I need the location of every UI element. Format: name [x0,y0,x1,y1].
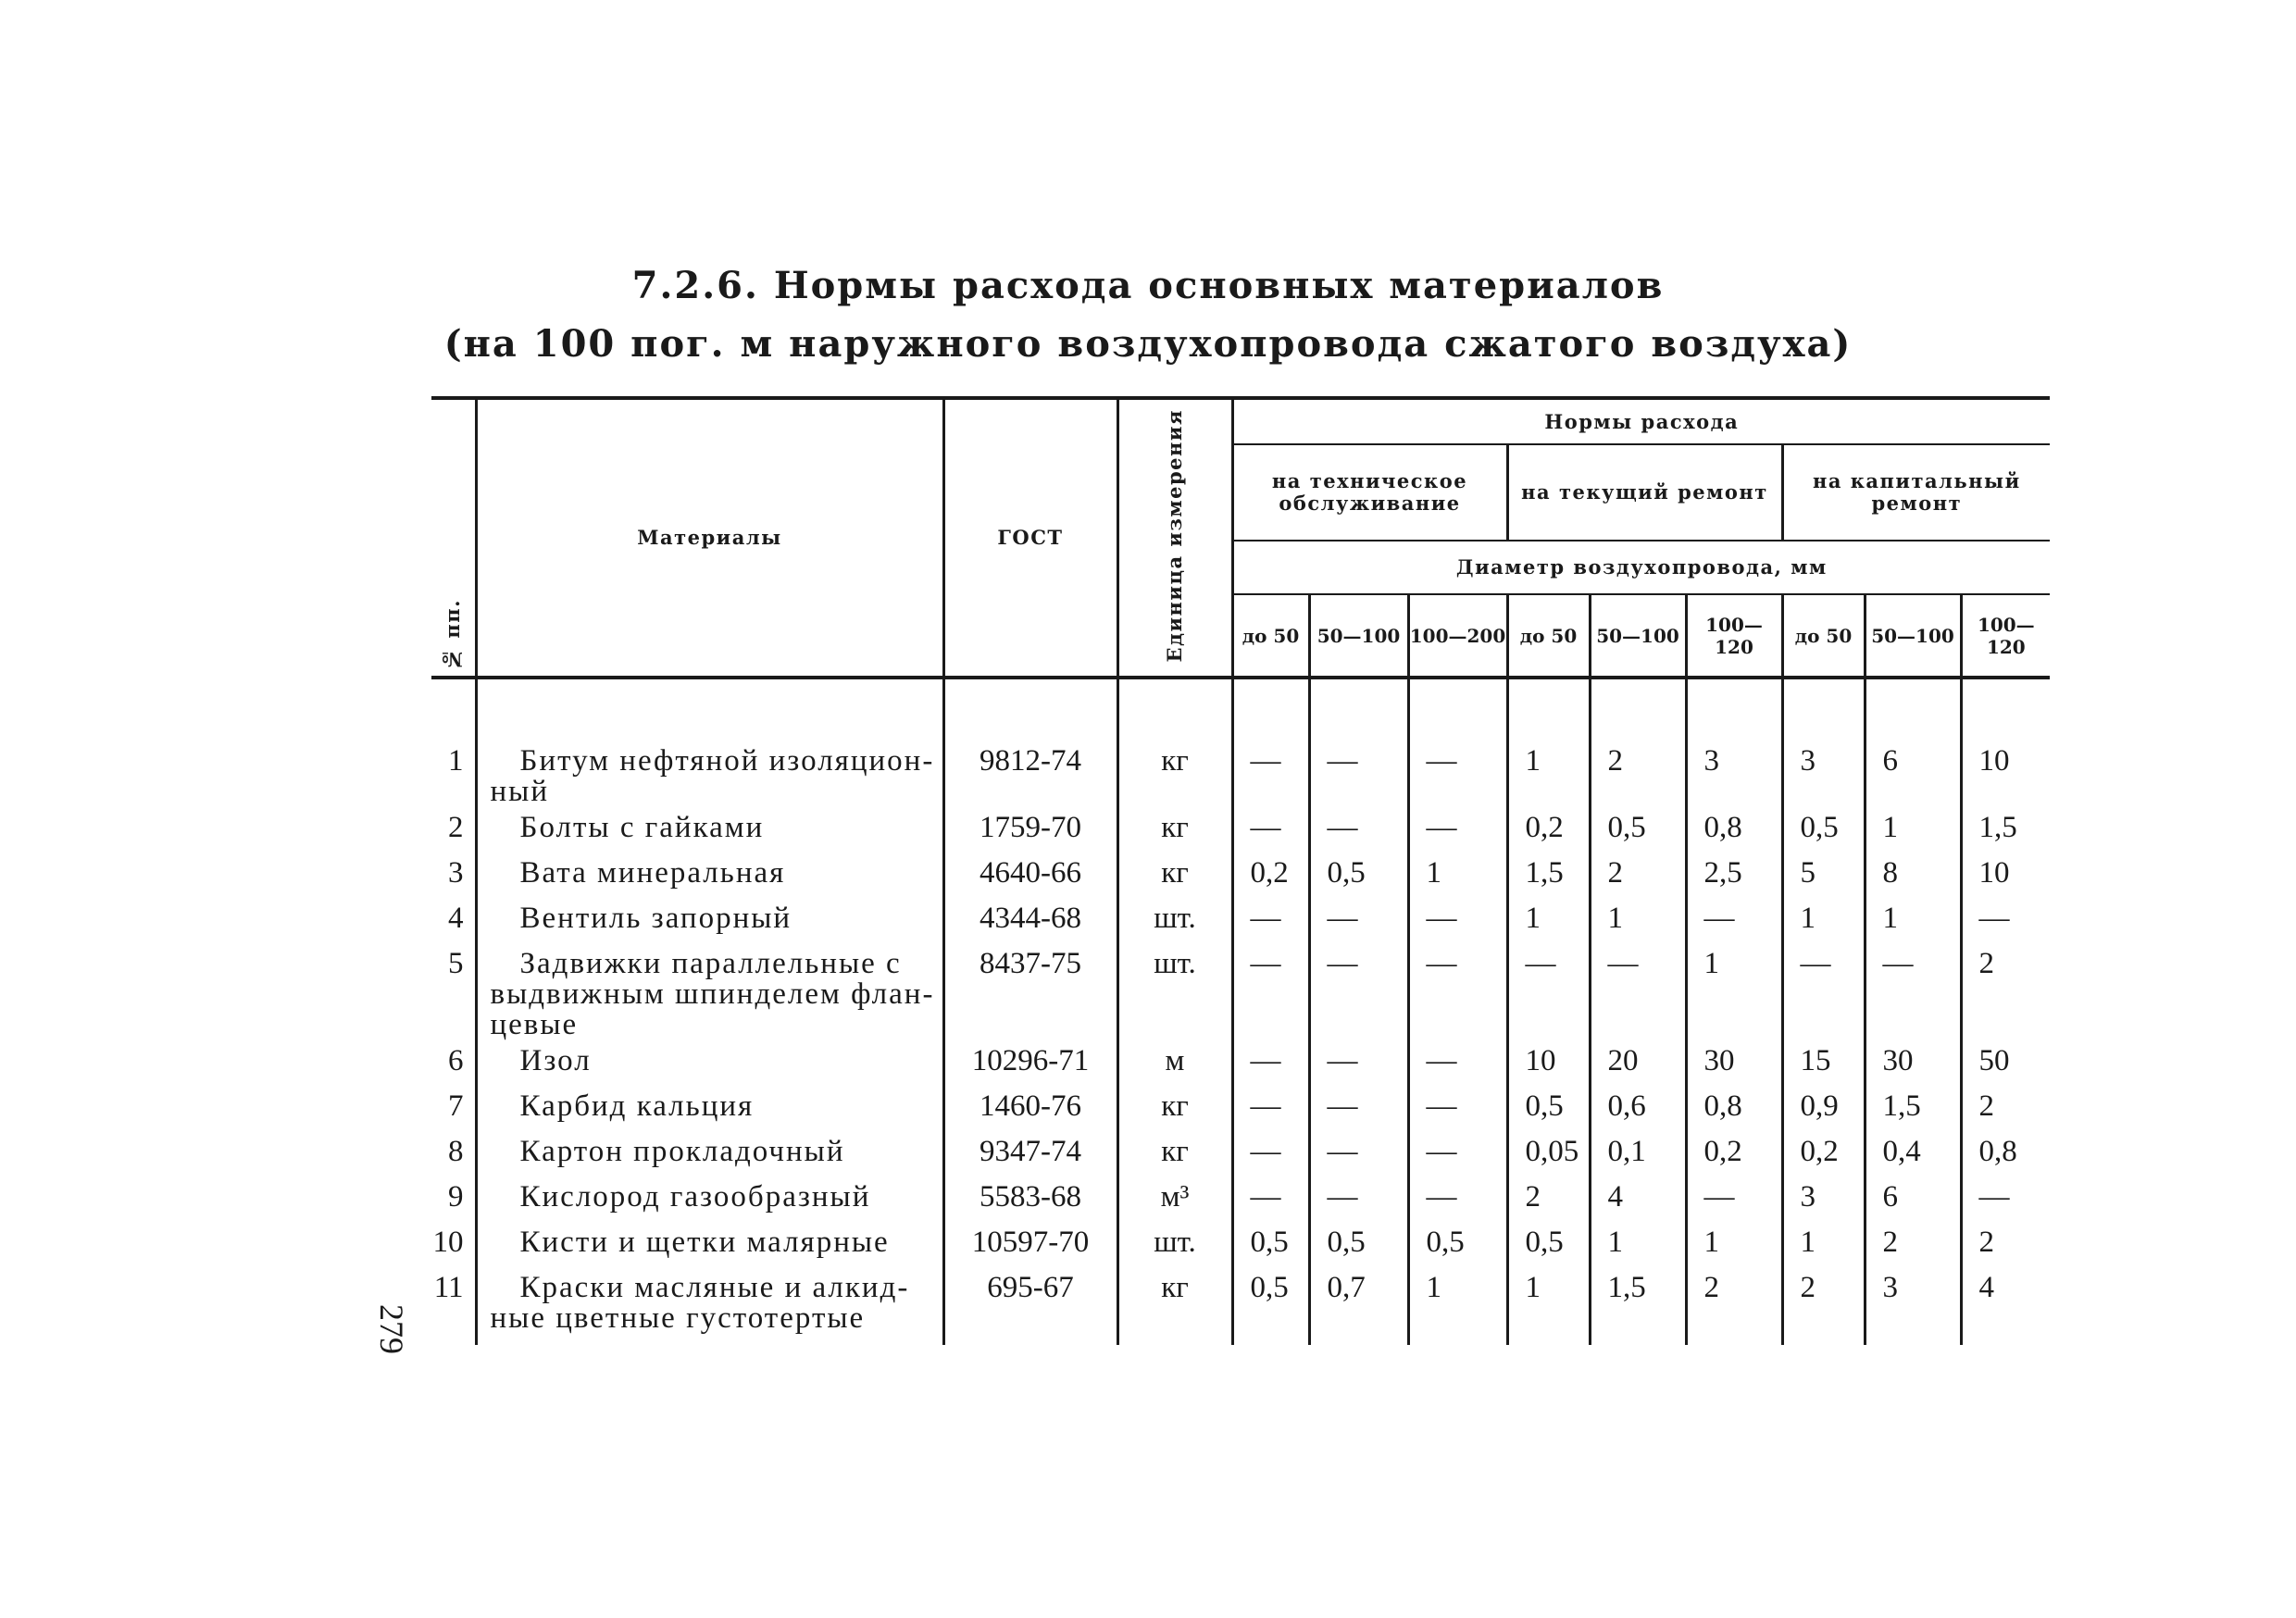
norm-value: — [1408,1040,1507,1086]
unit-cell: кг [1117,853,1232,898]
norm-value: 0,5 [1507,1222,1590,1267]
header-diameter-range: 50—100 [1309,594,1408,678]
norm-value: 5 [1782,853,1865,898]
norm-value: 0,5 [1309,1222,1408,1267]
header-group-current-repair: на текущий ремонт [1507,444,1782,541]
header-diameter-range: 100—120 [1961,594,2050,678]
material-name: Вата минеральная [476,853,943,898]
material-name: Изол [476,1040,943,1086]
table-row [431,1131,2050,1176]
table-row [431,1176,2050,1222]
norm-value: 1 [1507,1267,1590,1345]
unit-cell: кг [1117,1086,1232,1131]
norm-value: 0,5 [1309,853,1408,898]
header-number: № пп. [431,398,476,678]
table-row [431,853,2050,898]
norm-value: 4 [1590,1176,1686,1222]
header-norms: Нормы расхода [1232,398,2050,444]
table-row [431,898,2050,943]
norm-value: 2 [1865,1222,1961,1267]
norm-value: 1 [1865,898,1961,943]
row-number: 5 [448,947,464,980]
norm-value: 0,9 [1782,1086,1865,1131]
unit-cell: кг [1117,1267,1232,1345]
row-number: 2 [448,811,464,844]
material-name: Кисти и щетки малярные [476,1222,943,1267]
gost-code: 10296-71 [943,1040,1117,1086]
norm-value: 0,2 [1686,1131,1782,1176]
norm-value: 1,5 [1865,1086,1961,1131]
unit-cell: кг [1117,741,1232,807]
norm-value: 2,5 [1686,853,1782,898]
gost-code: 9812-74 [943,741,1117,807]
norm-value: — [1309,1086,1408,1131]
unit-cell: кг [1117,807,1232,853]
norm-value: 30 [1686,1040,1782,1086]
header-diameter-range: до 50 [1507,594,1590,678]
norm-value: — [1590,943,1686,1040]
norm-value: 1 [1408,853,1507,898]
norm-value: — [1309,898,1408,943]
table-row [431,741,2050,807]
material-name: Задвижки параллельные с выдвижным шпинделем флан-цевые [476,943,943,1040]
norm-value: 1 [1782,898,1865,943]
norm-value: 1 [1590,1222,1686,1267]
norm-value: 1,5 [1961,807,2050,853]
norm-value: 3 [1782,1176,1865,1222]
row-number: 4 [448,902,464,935]
header-diameter-range: 100—200 [1408,594,1507,678]
row-number: 9 [448,1180,464,1214]
norm-value: — [1865,943,1961,1040]
unit-cell: шт. [1117,943,1232,1040]
material-name: Кислород газообразный [476,1176,943,1222]
table-row [431,1086,2050,1131]
norm-value: 2 [1961,1222,2050,1267]
norm-value: 3 [1686,741,1782,807]
header-diameter-range: до 50 [1782,594,1865,678]
norm-value: 20 [1590,1040,1686,1086]
norm-value: — [1232,807,1309,853]
norm-value: — [1232,1086,1309,1131]
gost-code: 9347-74 [943,1131,1117,1176]
material-name: Краски масляные и алкид-ные цветные густотертые [476,1267,943,1345]
header-diameter-range: до 50 [1232,594,1309,678]
norm-value: — [1408,741,1507,807]
unit-cell: шт. [1117,898,1232,943]
material-name: Битум нефтяной изоляцион-ный [476,741,943,807]
row-number: 8 [448,1135,464,1168]
document-title: 7.2.6. Нормы расхода основных материалов [631,264,1665,307]
norm-value: 0,5 [1507,1086,1590,1131]
norm-value: 0,2 [1507,807,1590,853]
norm-value: 3 [1865,1267,1961,1345]
norm-value: 4 [1961,1267,2050,1345]
norm-value: — [1309,1131,1408,1176]
materials-norms-table [431,396,2050,1345]
norm-value: — [1686,1176,1782,1222]
norm-value: — [1232,1131,1309,1176]
norm-value: — [1309,1040,1408,1086]
norm-value: 1,5 [1507,853,1590,898]
norm-value: 1 [1507,741,1590,807]
norm-value: 0,7 [1309,1267,1408,1345]
gost-code: 1460-76 [943,1086,1117,1131]
norm-value: 1 [1782,1222,1865,1267]
row-number: 11 [433,1271,464,1304]
gost-code: 1759-70 [943,807,1117,853]
table-row [431,1040,2050,1086]
row-number: 7 [448,1089,464,1123]
norm-value: — [1232,1176,1309,1222]
header-unit: Единица измерения [1117,398,1232,678]
norm-value: — [1309,1176,1408,1222]
norm-value: 1,5 [1590,1267,1686,1345]
norm-value: 8 [1865,853,1961,898]
norm-value: 0,8 [1686,1086,1782,1131]
norm-value: 0,5 [1408,1222,1507,1267]
norm-value: — [1408,943,1507,1040]
document-subtitle: (на 100 пог. м наружного воздухопровода сжатого воздуха) [443,322,1853,366]
header-gost: ГОСТ [943,398,1117,678]
norm-value: 2 [1782,1267,1865,1345]
material-name: Картон прокладочный [476,1131,943,1176]
gost-code: 4344-68 [943,898,1117,943]
norm-value: 2 [1686,1267,1782,1345]
table-row [431,1267,2050,1345]
norm-value: 1 [1686,943,1782,1040]
norm-value: 10 [1961,853,2050,898]
norm-value: — [1232,898,1309,943]
unit-cell: шт. [1117,1222,1232,1267]
unit-cell: м [1117,1040,1232,1086]
material-name: Болты с гайками [476,807,943,853]
norm-value: — [1232,943,1309,1040]
table-row [431,1222,2050,1267]
norm-value: — [1232,741,1309,807]
norm-value: 0,5 [1232,1222,1309,1267]
header-group-maintenance: на техническое обслуживание [1232,444,1507,541]
norm-value: 2 [1961,1086,2050,1131]
norm-value: — [1408,898,1507,943]
norm-value: — [1507,943,1590,1040]
norm-value: 0,5 [1782,807,1865,853]
norm-value: 0,4 [1865,1131,1961,1176]
header-diameter-range: 50—100 [1590,594,1686,678]
norm-value: — [1309,807,1408,853]
norm-value: 2 [1590,853,1686,898]
norm-value: 1 [1507,898,1590,943]
material-name: Вентиль запорный [476,898,943,943]
page-number: 279 [373,1304,410,1354]
norm-value: 0,05 [1507,1131,1590,1176]
row-number: 1 [448,744,464,778]
norm-value: — [1782,943,1865,1040]
norm-value: — [1961,1176,2050,1222]
norm-value: 0,1 [1590,1131,1686,1176]
norm-value: 15 [1782,1040,1865,1086]
row-number: 3 [448,856,464,890]
unit-cell: кг [1117,1131,1232,1176]
norm-value: 1 [1686,1222,1782,1267]
norm-value: 0,5 [1232,1267,1309,1345]
norm-value: 1 [1408,1267,1507,1345]
gost-code: 8437-75 [943,943,1117,1040]
norm-value: — [1408,1176,1507,1222]
norm-value: — [1232,1040,1309,1086]
gost-code: 695-67 [943,1267,1117,1345]
norm-value: 1 [1865,807,1961,853]
norm-value: — [1309,741,1408,807]
norm-value: 10 [1961,741,2050,807]
norm-value: — [1408,1086,1507,1131]
norm-value: 6 [1865,1176,1961,1222]
norm-value: — [1408,807,1507,853]
norm-value: — [1686,898,1782,943]
unit-cell: м³ [1117,1176,1232,1222]
norm-value: 0,6 [1590,1086,1686,1131]
material-name: Карбид кальция [476,1086,943,1131]
header-diameter: Диаметр воздухопровода, мм [1232,541,2050,594]
header-diameter-range: 100—120 [1686,594,1782,678]
norm-value: 30 [1865,1040,1961,1086]
table-row [431,943,2050,1040]
norm-value: 3 [1782,741,1865,807]
norm-value: 1 [1590,898,1686,943]
norm-value: 0,5 [1590,807,1686,853]
header-material: Материалы [476,398,943,678]
norm-value: 0,8 [1686,807,1782,853]
norm-value: — [1408,1131,1507,1176]
norm-value: 2 [1961,943,2050,1040]
row-number: 10 [432,1226,464,1259]
gost-code: 5583-68 [943,1176,1117,1222]
row-number: 6 [448,1044,464,1077]
table-row [431,807,2050,853]
norm-value: 2 [1590,741,1686,807]
norm-value: 6 [1865,741,1961,807]
norm-value: 0,2 [1232,853,1309,898]
gost-code: 4640-66 [943,853,1117,898]
norm-value: 50 [1961,1040,2050,1086]
norm-value: 2 [1507,1176,1590,1222]
norm-value: — [1961,898,2050,943]
norm-value: 0,8 [1961,1131,2050,1176]
norm-value: — [1309,943,1408,1040]
header-diameter-range: 50—100 [1865,594,1961,678]
gost-code: 10597-70 [943,1222,1117,1267]
header-group-capital-repair: на капитальный ремонт [1782,444,2050,541]
norm-value: 10 [1507,1040,1590,1086]
norm-value: 0,2 [1782,1131,1865,1176]
